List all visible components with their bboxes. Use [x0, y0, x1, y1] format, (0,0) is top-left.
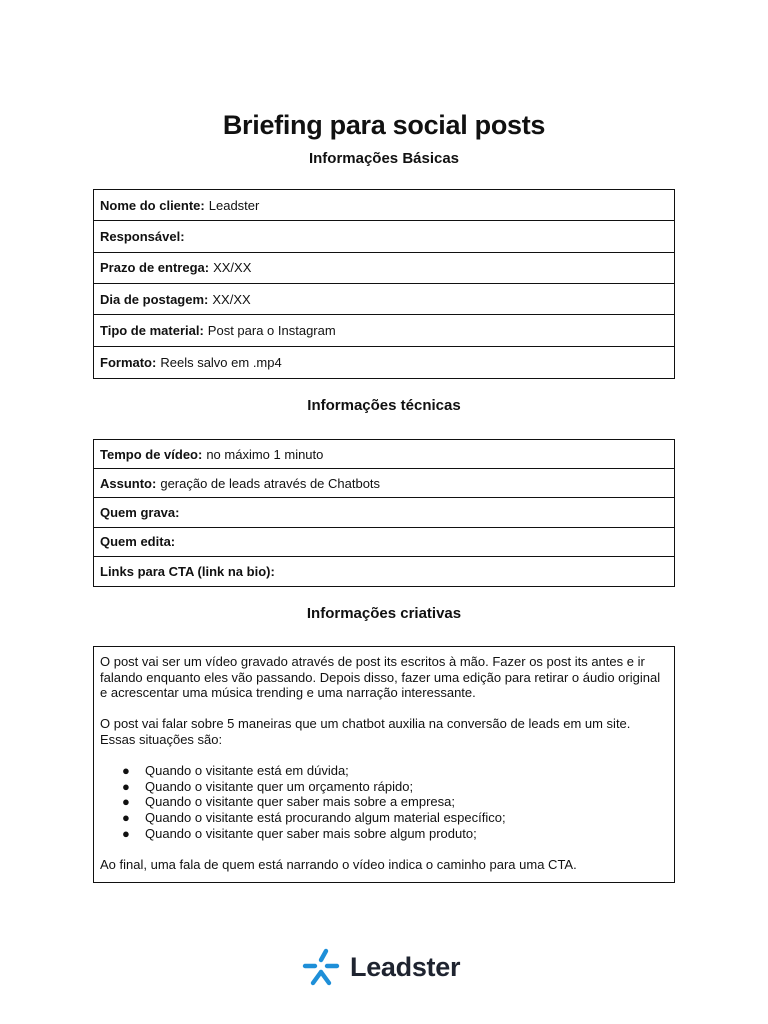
- table-row: [94, 528, 674, 557]
- row-label: Quem edita:: [100, 534, 176, 550]
- table-row: [94, 315, 674, 346]
- row-label: Assunto:: [100, 475, 157, 491]
- row-label: Responsável:: [100, 228, 185, 244]
- row-value: Post para o Instagram: [207, 322, 336, 338]
- situations-list: [100, 763, 668, 841]
- list-item: [100, 779, 668, 795]
- logo-wordmark: Leadster: [350, 951, 461, 982]
- table-row: [94, 190, 674, 221]
- row-value: XX/XX: [213, 260, 252, 276]
- table-row: [94, 557, 674, 586]
- table-row: [94, 440, 674, 469]
- list-item: [100, 763, 668, 779]
- creative-info-heading: Informações criativas: [306, 605, 462, 622]
- row-label: Tempo de vídeo:: [100, 446, 203, 462]
- technical-info-table: [93, 439, 675, 587]
- row-label: Formato:: [100, 354, 157, 370]
- row-label: Prazo de entrega:: [100, 260, 210, 276]
- list-item-text: Quando o visitante está em dúvida;: [145, 763, 349, 779]
- creative-paragraph: O post vai ser um vídeo gravado através de post its escritos à mão. Fazer os post its antes e ir falando enquanto eles vão passando. Depois disso, fazer uma edição para retirar o áudio original e acrescentar uma música trending e uma narração interessante.: [100, 654, 661, 701]
- bullet-icon: ●: [122, 778, 130, 794]
- list-item: [100, 810, 668, 826]
- row-label: Dia de postagem:: [100, 291, 209, 307]
- table-row: [94, 347, 674, 378]
- row-value: Leadster: [208, 197, 260, 213]
- leadster-logo: [300, 945, 460, 989]
- row-label: Quem grava:: [100, 504, 180, 520]
- technical-info-heading: Informações técnicas: [307, 397, 461, 414]
- basic-info-table: [93, 189, 675, 379]
- bullet-icon: ●: [122, 825, 130, 841]
- list-item-text: Quando o visitante quer um orçamento rápido;: [145, 778, 414, 794]
- row-label: Tipo de material:: [100, 322, 204, 338]
- list-item: [100, 794, 668, 810]
- list-item-text: Quando o visitante quer saber mais sobre a empresa;: [145, 794, 456, 810]
- row-label: Links para CTA (link na bio):: [100, 563, 275, 579]
- table-row: [94, 253, 674, 284]
- leadster-mark-icon: [300, 947, 342, 987]
- bullet-icon: ●: [122, 794, 130, 810]
- row-value: geração de leads através de Chatbots: [160, 475, 381, 491]
- document-title: Briefing para social posts: [222, 110, 546, 140]
- list-item-text: Quando o visitante está procurando algum material específico;: [145, 809, 506, 825]
- row-label: Nome do cliente:: [100, 197, 205, 213]
- bullet-icon: ●: [122, 763, 130, 779]
- row-value: XX/XX: [212, 291, 251, 307]
- table-row: [94, 498, 674, 527]
- table-row: [94, 284, 674, 315]
- creative-info-box: [93, 646, 675, 883]
- table-row: [94, 221, 674, 252]
- row-value: no máximo 1 minuto: [206, 446, 324, 462]
- table-row: [94, 469, 674, 498]
- creative-closing: Ao final, uma fala de quem está narrando o vídeo indica o caminho para uma CTA.: [100, 856, 577, 872]
- list-item: [100, 826, 668, 842]
- bullet-icon: ●: [122, 809, 130, 825]
- creative-paragraph: O post vai falar sobre 5 maneiras que um chatbot auxilia na conversão de leads em um site. Essas situações são:: [100, 716, 631, 747]
- list-item-text: Quando o visitante quer saber mais sobre algum produto;: [145, 825, 477, 841]
- basic-info-heading: Informações Básicas: [308, 150, 460, 167]
- row-value: Reels salvo em .mp4: [160, 354, 282, 370]
